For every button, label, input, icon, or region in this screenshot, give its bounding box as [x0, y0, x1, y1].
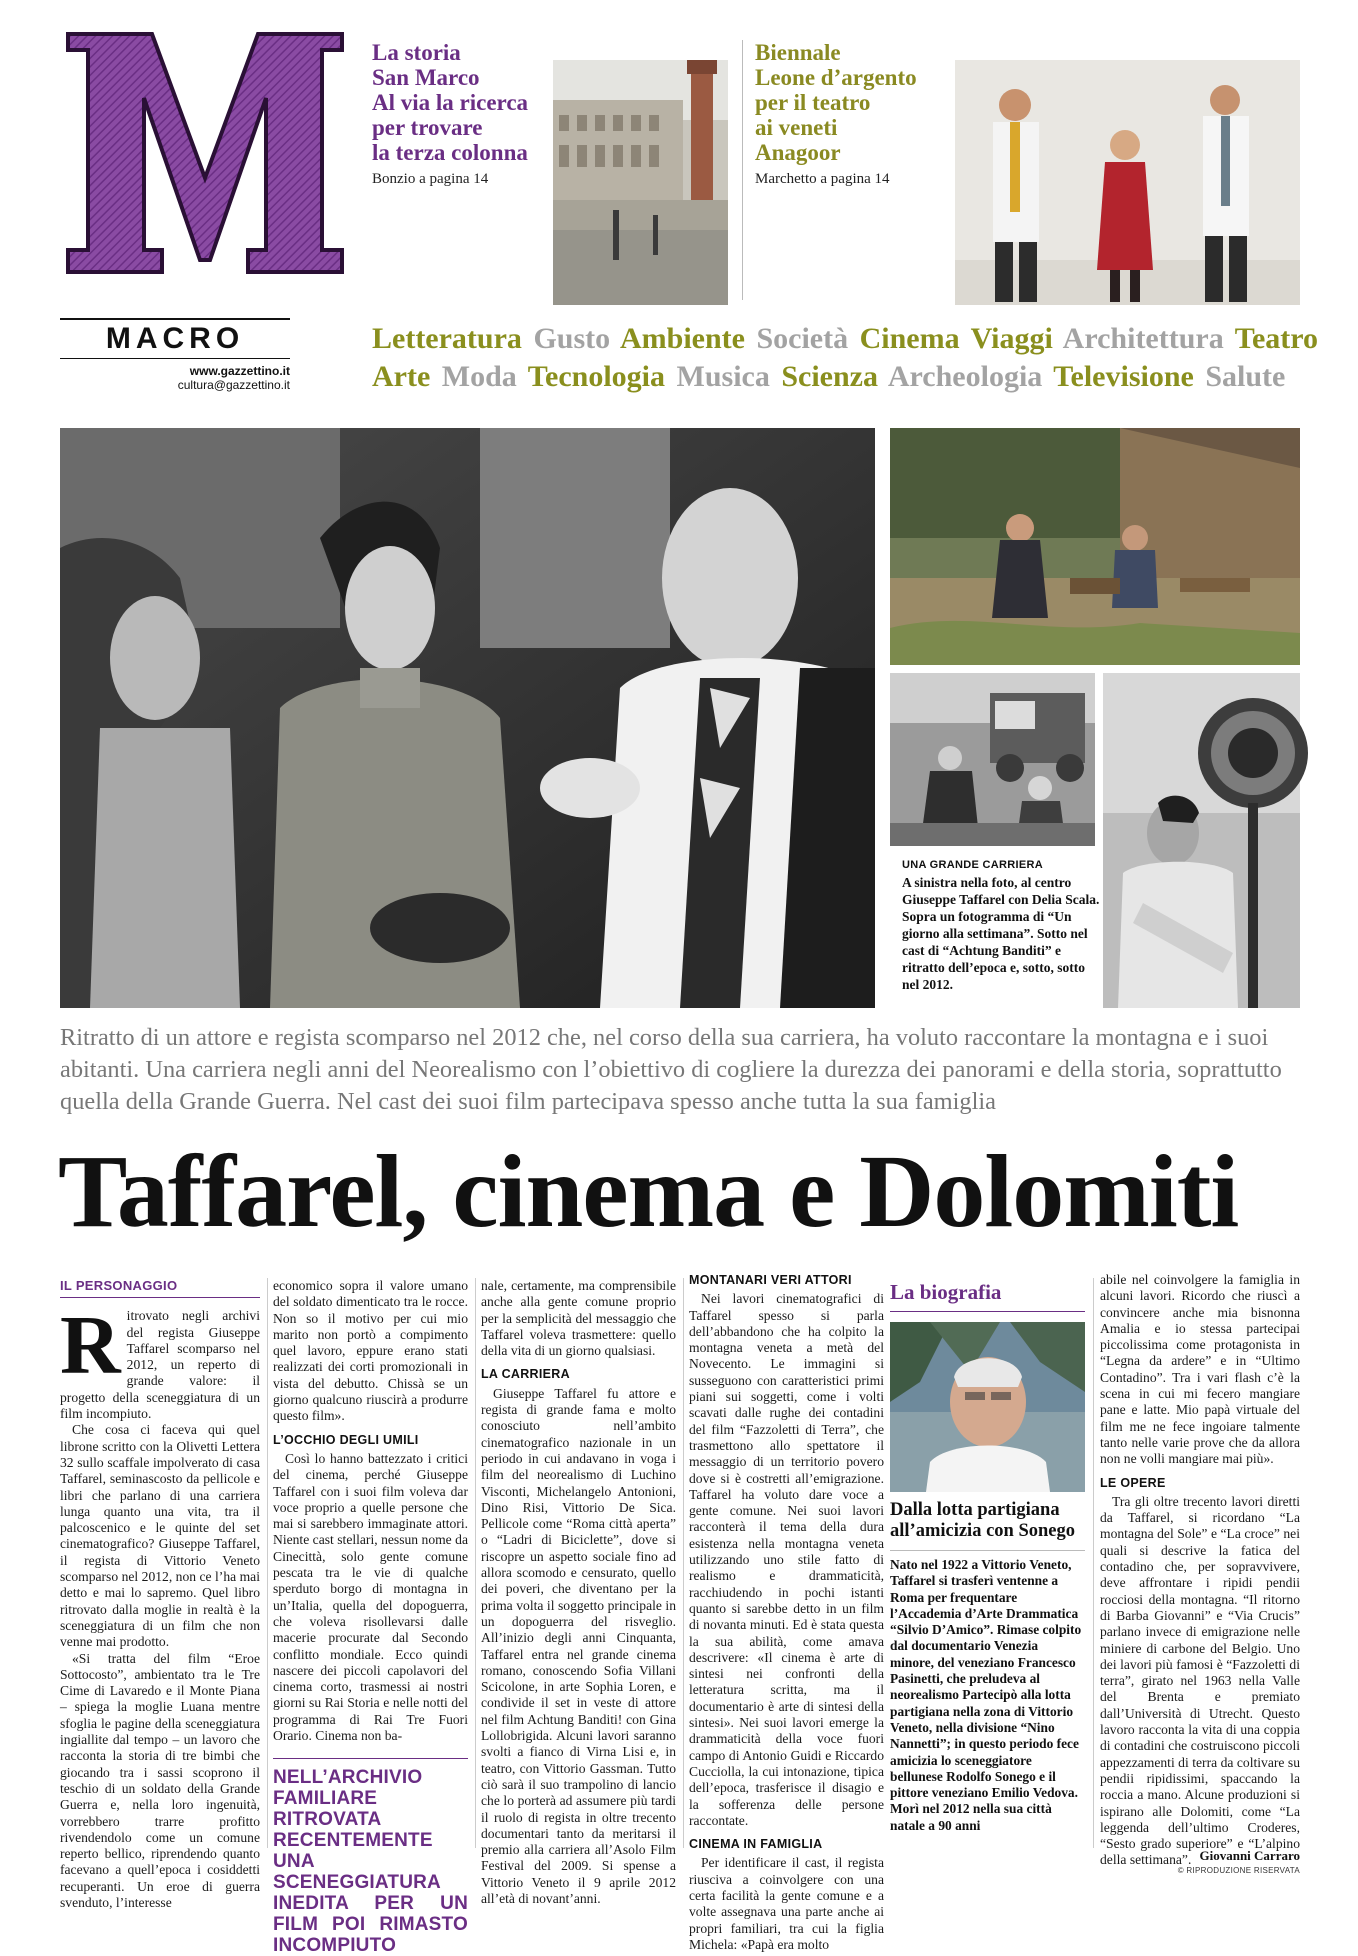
section-teatro[interactable]: Teatro [1234, 322, 1319, 355]
photo-caption [902, 857, 1102, 993]
section-name: MACRO [105, 322, 245, 355]
copyright-notice: © RIPRODUZIONE RISERVATA [1177, 1866, 1300, 1875]
teaser-headline-line: Anagoor [755, 140, 841, 165]
section-cinema[interactable]: Cinema [859, 322, 960, 355]
article-lead-text: itrovato negli archivi del regista Giuseppe Taffarel scomparso nel 2012, un reperto di grande valore: il progetto della sceneggiatura di un film incompiuto. [60, 1308, 260, 1422]
caption-title: UNA GRANDE CARRIERA [902, 859, 1043, 871]
section-gusto[interactable]: Gusto [533, 322, 611, 355]
teaser-headline-line: per il teatro [755, 90, 871, 115]
section-tecnologia[interactable]: Tecnologia [527, 360, 666, 393]
teaser-byline: Marchetto a pagina 14 [755, 171, 890, 187]
article-column-3 [481, 1278, 676, 1907]
film-still-un-giorno-photo [890, 428, 1300, 665]
sections-menu [372, 320, 1319, 396]
subheading-opere: LE OPERE [1100, 1475, 1166, 1490]
caption-text: A sinistra nella foto, al centro Giuseppe Taffarel con Delia Scala. Sopra un fotogramma di “Un giorno alla settimana”. Sotto nel cast di “Achtung Banditi” e ritratto dell’epoca e, sotto, sotto nel 2012. [902, 875, 1100, 992]
article-label: IL PERSONAGGIO [60, 1278, 260, 1298]
subheading-carriera: LA CARRIERA [481, 1367, 570, 1382]
section-arte[interactable]: Arte [372, 360, 431, 393]
teaser-headline-line: per trovare [372, 115, 483, 140]
teaser-kicker: La storia [372, 40, 461, 65]
san-marco-photo [553, 60, 728, 305]
article-paragraph: Per identificare il cast, il regista riusciva a coinvolgere con una certa facilità la gente comune e a volte assegnava una parte anche ai propri familiari, tra cui la figlia Michela: «Papà era molto [689, 1855, 884, 1952]
website-link[interactable]: www.gazzettino.it [189, 364, 290, 378]
drop-cap: R [60, 1299, 121, 1393]
site-links [60, 364, 290, 392]
section-musica[interactable]: Musica [676, 360, 770, 393]
column-rule [267, 1278, 268, 1848]
article-paragraph: «Si tratta del film “Eroe Sottocosto”, ambientato tra le Tre Cime di Lavaredo e il Monte Piana – spiega la moglie Luana mentre sfoglia le pagine della sceneggiatura ingiallite dal tempo – un lavoro che racconta la storia di tre bimbi che giocando tra i sassi scoprono il teschio di un soldato della Grande Guerra e, nella loro ingenuità, vorrebbero trarre profitto rivendendolo come un comune reperto bellico, riprendendo quanto facevano a quell’epoca i cosiddetti recuperanti. Un eroe di guerra svenduto, l’interesse [60, 1650, 260, 1910]
section-moda[interactable]: Moda [441, 360, 517, 393]
article-column-2 [273, 1278, 468, 1956]
anagoor-photo [955, 60, 1300, 305]
teaser-headline-line: la terza colonna [372, 140, 528, 165]
macro-rule-bottom [60, 358, 290, 359]
section-salute[interactable]: Salute [1205, 360, 1286, 393]
article-column-4 [689, 1272, 884, 1953]
biography-text: Nato nel 1922 a Vittorio Veneto, Taffarel si trasferì ventenne a Roma per frequentare l’Accademia d’Arte Drammatica “Silvio D’Amico”. Rimase colpito dal documentario Venezia minore, del veneziano Francesco Pasinetti, che preludeva al neorealismo Partecipò alla lotta partigiana nella zona di Vittorio Veneto, nella divisione “Nino Nannetti”; in questo periodo fece amicizia lo sceneggiatore bellunese Rodolfo Sonego e il pittore veneziano Emilio Vedova. Morì nel 2012 nella sua città natale a 90 anni [890, 1557, 1082, 1833]
column-rule [475, 1278, 476, 1848]
article-paragraph: economico sopra il valore umano del soldato dimenticato tra le rocce. Non so il motivo per cui mio marito non portò a compimento quel lavoro, eppure erano stati realizzati dei corti promozionali in vista del debutto. Chissà se un giorno qualcuno riuscirà a produrre questo film». [273, 1278, 468, 1424]
email-link[interactable]: cultura@gazzettino.it [177, 378, 290, 392]
teaser-biennale[interactable] [755, 40, 955, 189]
teaser-headline-line: San Marco [372, 65, 480, 90]
section-viaggi[interactable]: Viaggi [970, 322, 1053, 355]
section-letteratura[interactable]: Letteratura [372, 322, 522, 355]
section-scienza[interactable]: Scienza [781, 360, 878, 393]
article-paragraph: Nei lavori cinematografici di Taffarel spesso si parla dell’abbandono che ha colpito la montagna veneta a metà del Novecento. Le immagini si susseguono con caratteristici primi piani sui soggetti, come i volti scavati dalle rughe dei contadini del film “Fazzoletti di Terra”, che trasmettono allo spettatore il messaggio di un territorio povero dove si è costretti all’emigrazione. Taffarel ha voluto dare voce a gente comune. Nei suoi lavori racconterà il tema della dura esistenza nella montagna veneta utilizzando uno stile fatto di realismo e drammaticità, racchiudendo in pochi istanti quanto si sarebbe detto in un film di novanta minuti. Ed è stata questa la sua abilità, come amava descrivere: «Il cinema è arte di sintesi nei confronti della letteratura scritta, ma il documentario è arte di sintesi della sintesi». Nei suoi lavori emerge la drammaticità della voce fuori campo di Antonio Guidi e Riccardo Cucciolla, la cui intonazione, tipica dell’epoca, trasferisce il disagio e la sofferenza delle persone raccontate. [689, 1291, 884, 1828]
column-rule [683, 1278, 684, 1848]
achtung-banditi-photo [890, 673, 1095, 846]
main-film-still-photo [60, 428, 875, 1008]
subheading-montanari: MONTANARI VERI ATTORI [689, 1273, 852, 1287]
article-column-1 [60, 1278, 260, 1911]
article-paragraph: nale, certamente, ma comprensibile anche alla gente comune proprio per la semplicità del messaggio che Taffarel voleva trasmettere: quello della vita di un giorno qualsiasi. [481, 1278, 676, 1359]
teaser-headline-line: Al via la ricerca [372, 90, 529, 115]
standfirst: Ritratto di un attore e regista scomparso nel 2012 che, nel corso della sua carriera, ha voluto raccontare la montagna e i suoi abitanti. Una carriera negli anni del Neorealismo con l’obiettivo di cogliere la durezza dei panorami e della storia, soprattutto quella della Grande Guerra. Nel cast dei suoi film partecipava spesso anche tutta la sua famiglia [60, 1024, 1282, 1115]
article-paragraph: Giuseppe Taffarel fu attore e regista di grande fama e molto conosciuto nell’ambito cinematografico nazionale in un periodo in cui andavano in voga i film del neorealismo di Luchino Visconti, Michelangelo Antonioni, Dino Risi, Vittorio De Sica. Pellicole come “Roma città aperta” o “Ladri di Biciclette”, dove si riscopre un aspetto sociale fino ad allora scomodo e censurato, quello dei poveri, che diventano per la prima volta il soggetto principale in un dopoguerra del risveglio. All’inizio degli anni Cinquanta, Taffarel entra nel grande cinema romano, conoscendo Sofia Villani Scicolone, in arte Sophia Loren, e condivide il set in veste di attore nel film Achtung Banditi! con Gina Lollobrigida. Alcuni lavori saranno svolti a fianco di Virna Lisi e, in teatro, con Vittorio Gassman. Tutto ciò sarà il suo trampolino di lancio che lo porterà ad assumere più tardi il ruolo di regista in oltre trecento documentari tanto da meritarsi il premio alla carriera all’Asolo Film Festival del 2009. Si spense a Vittorio Veneto il 9 aprile 2012 all’età di novant’anni. [481, 1385, 676, 1906]
taffarel-2012-photo [890, 1322, 1085, 1492]
author-signature: Giovanni Carraro [1199, 1848, 1300, 1863]
section-architettura[interactable]: Architettura [1062, 322, 1224, 355]
teaser-headline-line: Leone d’argento [755, 65, 917, 90]
article-paragraph: Che cosa ci faceva qui quel librone scritto con la Olivetti Lettera 32 sullo scaffale impolverato di casa Taffarel, seminascosto da pellicole e libri che parlano di una carriera lunga quanto una vita, tra il palcoscenico e le quinte del set cinematografico? Giuseppe Taffarel, il regista di Vittorio Veneto scomparso nel 2012, non ce l’ha mai detto e mai lo sapremo. Quel libro ritrovato dalla moglie in realtà è la sceneggiatura di un film che non venne mai prodotto. [60, 1422, 260, 1650]
subheading-cinema-famiglia: CINEMA IN FAMIGLIA [689, 1837, 823, 1852]
teaser-divider [742, 40, 743, 300]
headline: Taffarel, cinema e Dolomiti [58, 1134, 1239, 1249]
article-paragraph: Così lo hanno battezzato i critici del cinema, perché Giuseppe Taffarel con i suoi film voleva dar voce proprio a quelle persone che mai si sarebbero immaginate attori. Niente cast stellari, nessun nome da Cinecittà, solo gente comune pescata tra le vie di qualche sperduto borgo di montagna in un’Italia, quella del dopoguerra, che voleva risollevarsi dalle macerie procurate dal Secondo conflitto mondiale. Ecco quindi nascere dei piccoli capolavori del cinema corto, trasmessi ai nostri giorni su Rai Storia e nelle notti del programma di Rai Tre Fuori Orario. Cinema non ba- [273, 1450, 468, 1744]
section-archeologia[interactable]: Archeologia [887, 360, 1043, 393]
teaser-kicker: Biennale [755, 40, 841, 65]
column-rule [1093, 1278, 1094, 1848]
biography-box [890, 1278, 1085, 1834]
article-paragraph [60, 1299, 260, 1422]
article-paragraph: Tra gli oltre trecento lavori diretti da Taffarel, si ricordano “La montagna del Sole” e “La croce” nei quali si descrive la fatica del contadino che, per sopravvivere, deve affrontare i ripidi pendii rocciosi della montagna. “Il ritorno di Barba Giovanni” e “Via Crucis” parlano invece di emigrazione nelle miniere di carbone del Belgio. Uno dei lavori più famosi è “Fazzoletti di terra”, girato nel 1963 nella Valle del Brenta e premiato dall’Università di Utrecht. Questo lavoro racconta la vita di una coppia di contadini che costruiscono piccoli appezzamenti di terra da coltivare su pendii ripidissimi, spaccando la roccia a mano. Alcune produzioni si ispirano alle Dolomiti, come “La leggenda dell’ultimo Croderes, “Sesto grado superiore” e “L’alpino della settimana”. [1100, 1493, 1300, 1868]
article-paragraph: abile nel coinvolgere la famiglia in alcuni lavori. Ricordo che riuscì a convincere anche mia bisnonna Amalia e io stessa partecipai piccolissima come protagonista in “Legna da ardere” e in “Ultimo Contadino”. Tra i vari flash c’è la scena in cui mi fecero mangiare pane e latte. Mio papà virtuale del film me ne fece ingoiare talmente tanto nelle varie prove che da allora non ne volli mangiare mai più». [1100, 1272, 1300, 1467]
macro-rule-top [60, 318, 290, 320]
biography-title: La biografia [890, 1278, 1085, 1312]
section-televisione[interactable]: Televisione [1053, 360, 1194, 393]
teaser-headline-line: ai veneti [755, 115, 838, 140]
pull-quote: NELL’ARCHIVIO FAMILIARE RITROVATA RECENTEMENTE UNA SCENEGGIATURA INEDITA PER UN FILM POI RIMASTO INCOMPIUTO [273, 1758, 468, 1956]
masthead-logo-m [60, 28, 350, 278]
section-ambiente[interactable]: Ambiente [619, 322, 745, 355]
teaser-san-marco[interactable] [372, 40, 572, 189]
article-column-6 [1100, 1272, 1300, 1869]
section-societa[interactable]: Società [756, 322, 849, 355]
biography-headline: Dalla lotta partigiana all’amicizia con Sonego [890, 1500, 1085, 1551]
subheading-occhio-umili: L’OCCHIO DEGLI UMILI [273, 1432, 419, 1447]
portrait-epoca-photo [1103, 673, 1300, 1008]
teaser-byline: Bonzio a pagina 14 [372, 171, 489, 187]
